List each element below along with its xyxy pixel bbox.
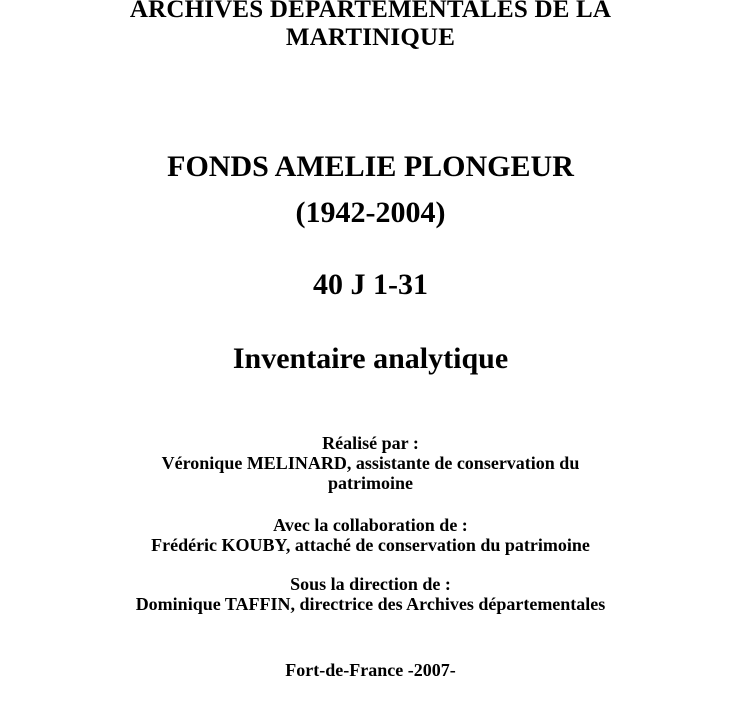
credit-group-direction [0, 574, 741, 614]
imprint-line: Fort-de-France -2007- [285, 660, 456, 680]
fonds-title: FONDS AMELIE PLONGEUR [167, 150, 574, 183]
institution-name-line-1: ARCHIVES DEPARTEMENTALES DE LA [129, 0, 612, 23]
date-range: (1942-2004) [295, 196, 446, 229]
institution-name-line-2: MARTINIQUE [285, 23, 456, 51]
credit-role-label: Avec la collaboration de : [273, 515, 468, 535]
credit-person-line: Dominique TAFFIN, directrice des Archives départementales [135, 594, 606, 614]
credit-role-label: Sous la direction de : [290, 574, 451, 594]
reference-code: 40 J 1-31 [313, 268, 428, 301]
institution-header [0, 0, 741, 51]
credit-person-line: Véronique MELINARD, assistante de conservation du [161, 453, 580, 473]
inventory-subtitle: Inventaire analytique [232, 342, 509, 375]
credit-person-line: patrimoine [328, 473, 413, 493]
credit-group-collaboration [0, 515, 741, 555]
credit-group-realise [0, 433, 741, 493]
credit-role-label: Réalisé par : [322, 433, 419, 453]
credit-person-line: Frédéric KOUBY, attaché de conservation du patrimoine [151, 535, 590, 555]
